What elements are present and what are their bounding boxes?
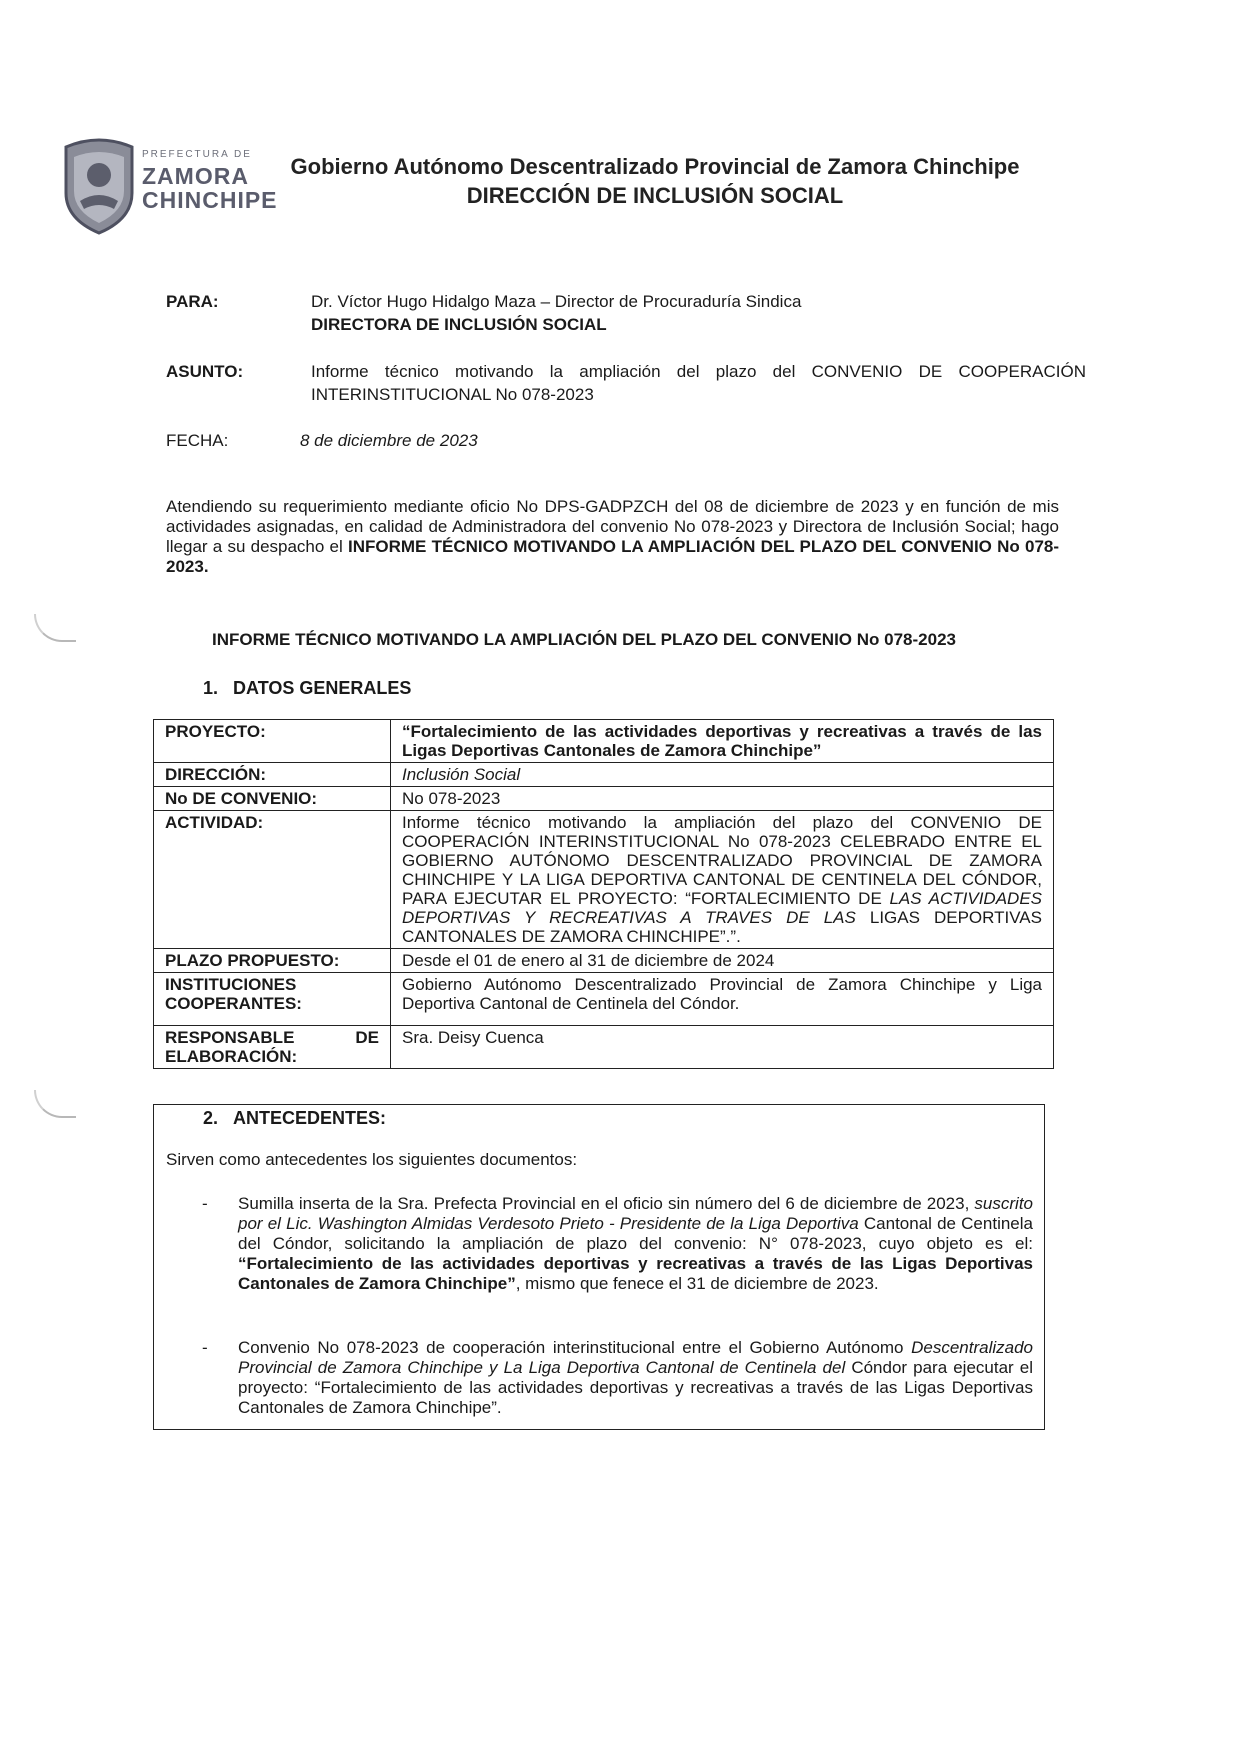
section2-number: 2.	[203, 1108, 219, 1128]
row-value: Desde el 01 de enero al 31 de diciembre de 2024	[391, 949, 1054, 973]
row-key: PROYECTO:	[154, 720, 391, 763]
logo-line-1: ZAMORA	[142, 163, 249, 189]
scan-mark	[34, 1090, 76, 1118]
shield-emblem-icon	[58, 135, 140, 235]
section2-intro: Sirven como antecedentes los siguientes documentos:	[166, 1150, 578, 1169]
row-value: Gobierno Autónomo Descentralizado Provincial de Zamora Chinchipe y Liga Deportiva Cantonal de Centinela del Cóndor.	[391, 973, 1054, 1026]
fecha-value: 8 de diciembre de 2023	[300, 431, 478, 450]
table-row	[154, 973, 1054, 1026]
activity-text-a: Informe técnico motivando la ampliación del plazo del CONVENIO DE COOPERACIÓN INTERINSTITUCIONAL No 078-2023 CELEBRADO ENTRE EL GOBIERNO AUTÓNOMO DESCENTRALIZADO PROVINCIAL DE ZAMORA CHINCHIPE Y LA LIGA DEPORTIVA CANTONAL DE CENTINELA DEL CÓNDOR, PARA EJECUTAR EL PROYECTO: “FORTALECIMIENTO DE	[402, 813, 1042, 908]
para-label: PARA:	[166, 292, 219, 311]
item1-text: Cantonal de Centinela del Cóndor, solicitando la ampliación de plazo del convenio: N° 078-2023, cuyo objeto es el:	[238, 1214, 1033, 1253]
row-key: ACTIVIDAD:	[154, 811, 391, 949]
row-value: “Fortalecimiento de las actividades deportivas y recreativas a través de las Ligas Deportivas Cantonales de Zamora Chinchipe”	[391, 720, 1054, 763]
table-row	[154, 811, 1054, 949]
prefectura-logo	[58, 135, 293, 235]
logo-line-2: CHINCHIPE	[142, 187, 278, 213]
bullet-marker: -	[202, 1338, 208, 1357]
logo-prefix: PREFECTURA DE	[142, 149, 252, 160]
para-value	[311, 290, 1031, 336]
sender-title: DIRECTORA DE INCLUSIÓN SOCIAL	[311, 315, 607, 334]
row-key: DIRECCIÓN:	[154, 763, 391, 787]
bullet-marker: -	[202, 1194, 208, 1213]
row-value: No 078-2023	[391, 787, 1054, 811]
activity-text-c: LIGAS DEPORTIVAS CANTONALES DE ZAMORA CHINCHIPE”.”.	[402, 908, 1042, 946]
row-key: INSTITUCIONES COOPERANTES:	[154, 973, 391, 1026]
section2-title: ANTECEDENTES:	[233, 1108, 387, 1128]
table-row	[154, 949, 1054, 973]
table-row	[154, 1026, 1054, 1069]
general-data-table	[153, 719, 1054, 1069]
item2-italic: Descentralizado Provincial de Zamora Chinchipe y La Liga Deportiva Cantonal de Centinela del	[238, 1338, 1033, 1377]
list-item	[238, 1194, 1033, 1294]
item1-text: , mismo que fenece el 31 de diciembre de 2023.	[515, 1274, 879, 1293]
section1-title: DATOS GENERALES	[233, 678, 412, 698]
table-row	[154, 720, 1054, 763]
section2-heading	[203, 1108, 386, 1129]
report-title: INFORME TÉCNICO MOTIVANDO LA AMPLIACIÓN DEL PLAZO DEL CONVENIO No 078-2023	[212, 630, 956, 649]
row-key: No DE CONVENIO:	[154, 787, 391, 811]
institution-title: Gobierno Autónomo Descentralizado Provincial de Zamora Chinchipe	[290, 154, 1020, 179]
asunto-label: ASUNTO:	[166, 362, 244, 381]
section1-number: 1.	[203, 678, 219, 698]
item1-italic: suscrito por el Lic. Washington Almidas Verdesoto Prieto - Presidente de la Liga Deportiva	[238, 1194, 1033, 1233]
fecha-label: FECHA:	[166, 431, 229, 450]
intro-text: Atendiendo su requerimiento mediante oficio No DPS-GADPZCH del 08 de diciembre de 2023 y en función de mis actividades asignadas, en calidad de Administradora del convenio No 078-2023 y Directora de Inclusión Social; hago llegar a su despacho el	[166, 497, 1059, 556]
row-value: Sra. Deisy Cuenca	[391, 1026, 1054, 1069]
item2-text: Cóndor para ejecutar el proyecto: “Fortalecimiento de las actividades deportivas y recreativas a través de las Ligas Deportivas Cantonales de Zamora Chinchipe”.	[238, 1358, 1033, 1417]
activity-text-b: LAS ACTIVIDADES DEPORTIVAS Y RECREATIVAS A TRAVES DE LAS	[402, 889, 1042, 927]
row-value: Inclusión Social	[391, 763, 1054, 787]
row-key: PLAZO PROPUESTO:	[154, 949, 391, 973]
department-title: DIRECCIÓN DE INCLUSIÓN SOCIAL	[466, 183, 844, 208]
row-key: RESPONSABLE DE ELABORACIÓN:	[154, 1026, 391, 1069]
intro-bold: INFORME TÉCNICO MOTIVANDO LA AMPLIACIÓN DEL PLAZO DEL CONVENIO No 078-2023.	[166, 537, 1060, 576]
scan-mark	[34, 614, 76, 642]
item2-text: Convenio No 078-2023 de cooperación interinstitucional entre el Gobierno Autónomo	[238, 1338, 912, 1357]
list-item	[238, 1338, 1033, 1418]
recipient-name: Dr. Víctor Hugo Hidalgo Maza – Director de Procuraduría Sindica	[311, 292, 802, 311]
table-row	[154, 787, 1054, 811]
asunto-value: Informe técnico motivando la ampliación del plazo del CONVENIO DE COOPERACIÓN INTERINSTITUCIONAL No 078-2023	[311, 362, 1086, 404]
table-row	[154, 763, 1054, 787]
section1-heading	[203, 678, 411, 699]
item1-text: Sumilla inserta de la Sra. Prefecta Provincial en el oficio sin número del 6 de diciembre de 2023,	[238, 1194, 975, 1213]
item1-bold: “Fortalecimiento de las actividades deportivas y recreativas a través de las Ligas Deportivas Cantonales de Zamora Chinchipe”	[238, 1254, 1033, 1293]
row-value	[391, 811, 1054, 949]
intro-paragraph	[166, 497, 1059, 577]
